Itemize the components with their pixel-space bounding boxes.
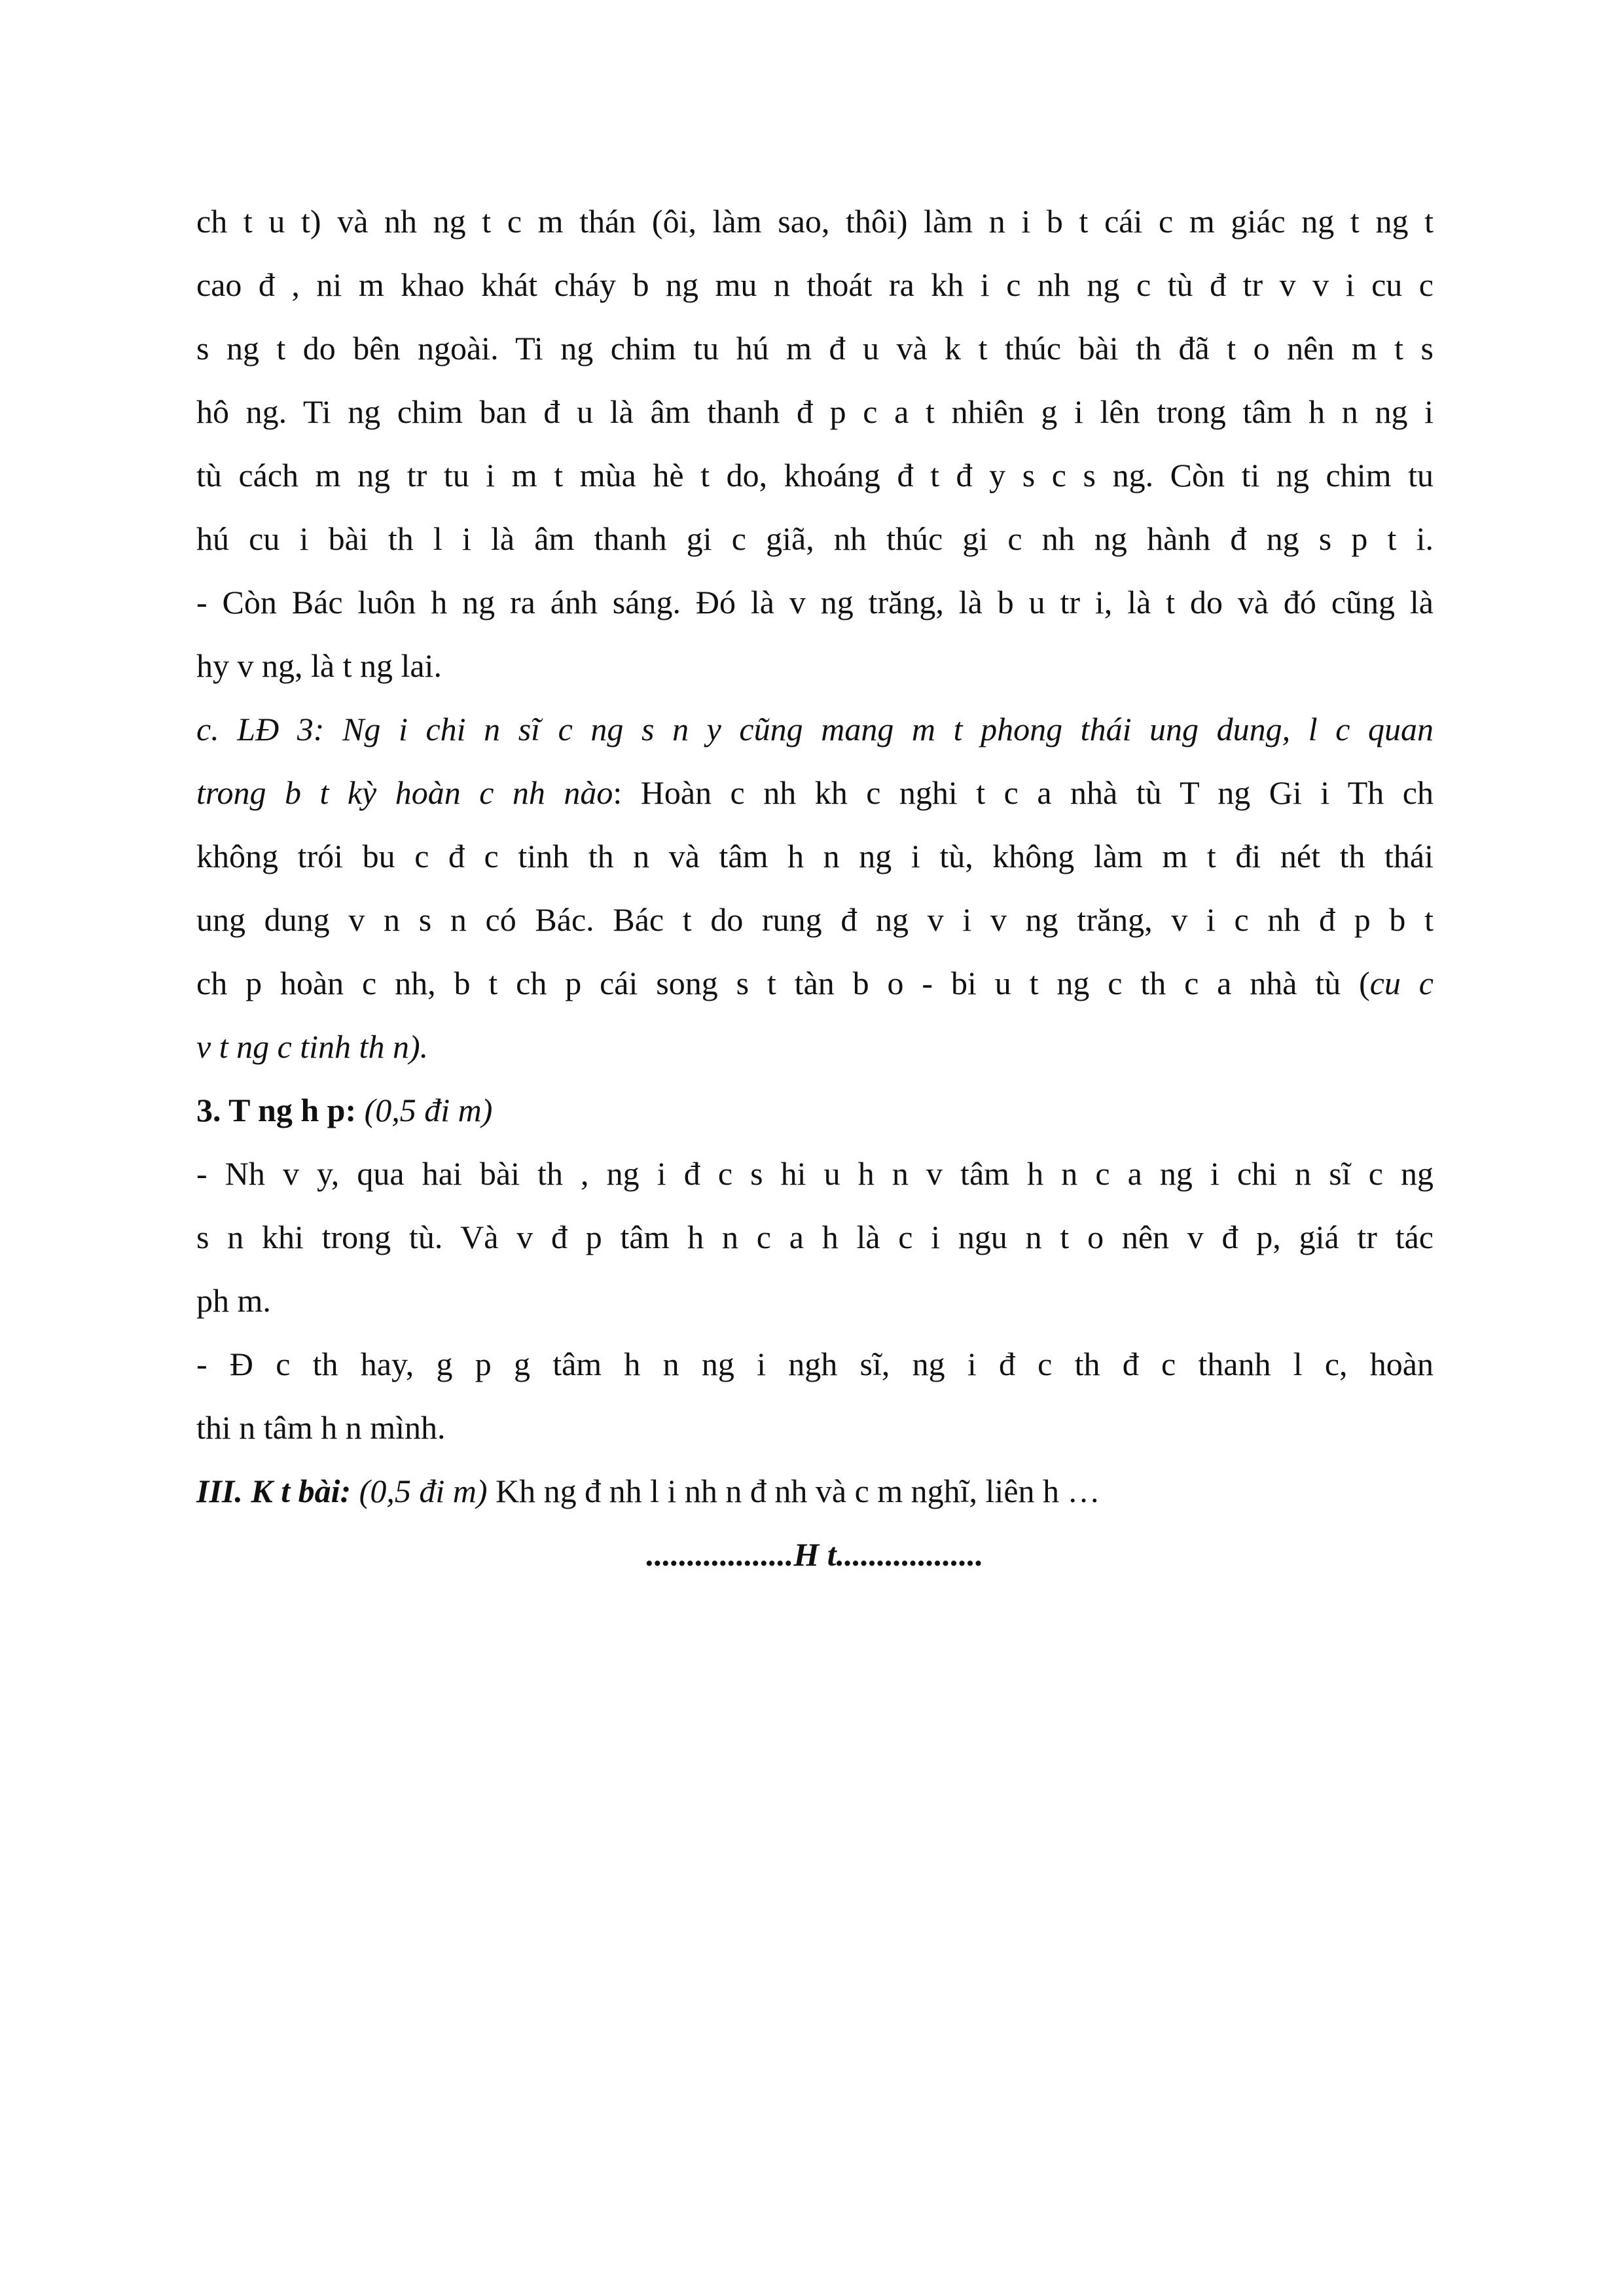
text-line: - Đ c th hay, g p g tâm h n ng i ngh sĩ, ng i đ c th đ c thanh l c, hoàn [196, 1346, 1434, 1382]
text-line: s n khi trong tù. Và v đ p tâm h n c a h là c i ngu n t o nên v đ p, giá tr tác [196, 1219, 1434, 1255]
argument-heading-tail: trong b t kỳ hoàn c nh nào [196, 774, 613, 811]
text-segment-italic: cu c [1369, 965, 1434, 1001]
text-line: hô ng. Ti ng chim ban đ u là âm thanh đ p c a t nhiên g i lên trong tâm h n ng i [196, 393, 1434, 430]
text-line [196, 761, 1434, 825]
text-segment: ch p hoàn c nh, b t ch p cái song s t tàn b o - bi u t ng c th c a nhà tù ( [196, 965, 1370, 1001]
conclusion-line [196, 1460, 1434, 1523]
text-line: s ng t do bên ngoài. Ti ng chim tu hú m đ u và k t thúc bài th đã t o nên m t s [196, 330, 1434, 367]
conclusion-title: III. K t bài: [196, 1473, 352, 1509]
argument-heading-line: c. LĐ 3: Ng i chi n sĩ c ng s n y cũng mang m t phong thái ung dung, l c quan [196, 711, 1434, 747]
section-heading-title: 3. T ng h p: [196, 1092, 357, 1128]
text-line: ch t u t) và nh ng t c m thán (ôi, làm sao, thôi) làm n i b t cái c m giác ng t ng t [196, 203, 1434, 240]
text-line [196, 952, 1434, 1015]
text-line: tù cách m ng tr tu i m t mùa hè t do, khoáng đ t đ y s c s ng. Còn ti ng chim tu [196, 457, 1434, 493]
text-line: - Nh v y, qua hai bài th , ng i đ c s hi u h n v tâm h n c a ng i chi n sĩ c ng [196, 1155, 1434, 1192]
document-body [196, 190, 1434, 1587]
conclusion-score: (0,5 đi m) [359, 1473, 488, 1509]
text-line: hú cu i bài th l i là âm thanh gi c giã, nh thúc gi c nh ng hành đ ng s p t i. [196, 520, 1434, 557]
text-line: v t ng c tinh th n). [196, 1028, 429, 1065]
section-heading-score: (0,5 đi m) [364, 1092, 493, 1128]
text-line: ung dung v n s n có Bác. Bác t do rung đ ng v i v ng trăng, v i c nh đ p b t [196, 901, 1434, 938]
text-line: cao đ , ni m khao khát cháy b ng mu n thoát ra kh i c nh ng c tù đ tr v v i cu c [196, 266, 1434, 303]
text-line: không trói bu c đ c tinh th n và tâm h n ng i tù, không làm m t đi nét th thái [196, 838, 1434, 874]
text-segment: : Hoàn c nh kh c nghi t c a nhà tù T ng Gi i Th ch [613, 774, 1434, 811]
text-line: ph m. [196, 1282, 271, 1319]
section-heading [196, 1079, 1434, 1142]
text-line: hy v ng, là t ng lai. [196, 647, 442, 684]
text-line: - Còn Bác luôn h ng ra ánh sáng. Đó là v ng trăng, là b u tr i, là t do và đó cũng là [196, 584, 1434, 620]
conclusion-text: Kh ng đ nh l i nh n đ nh và c m nghĩ, liên h … [495, 1473, 1100, 1509]
end-mark: ..................H t.................. [646, 1536, 984, 1573]
text-line: thi n tâm h n mình. [196, 1409, 446, 1446]
